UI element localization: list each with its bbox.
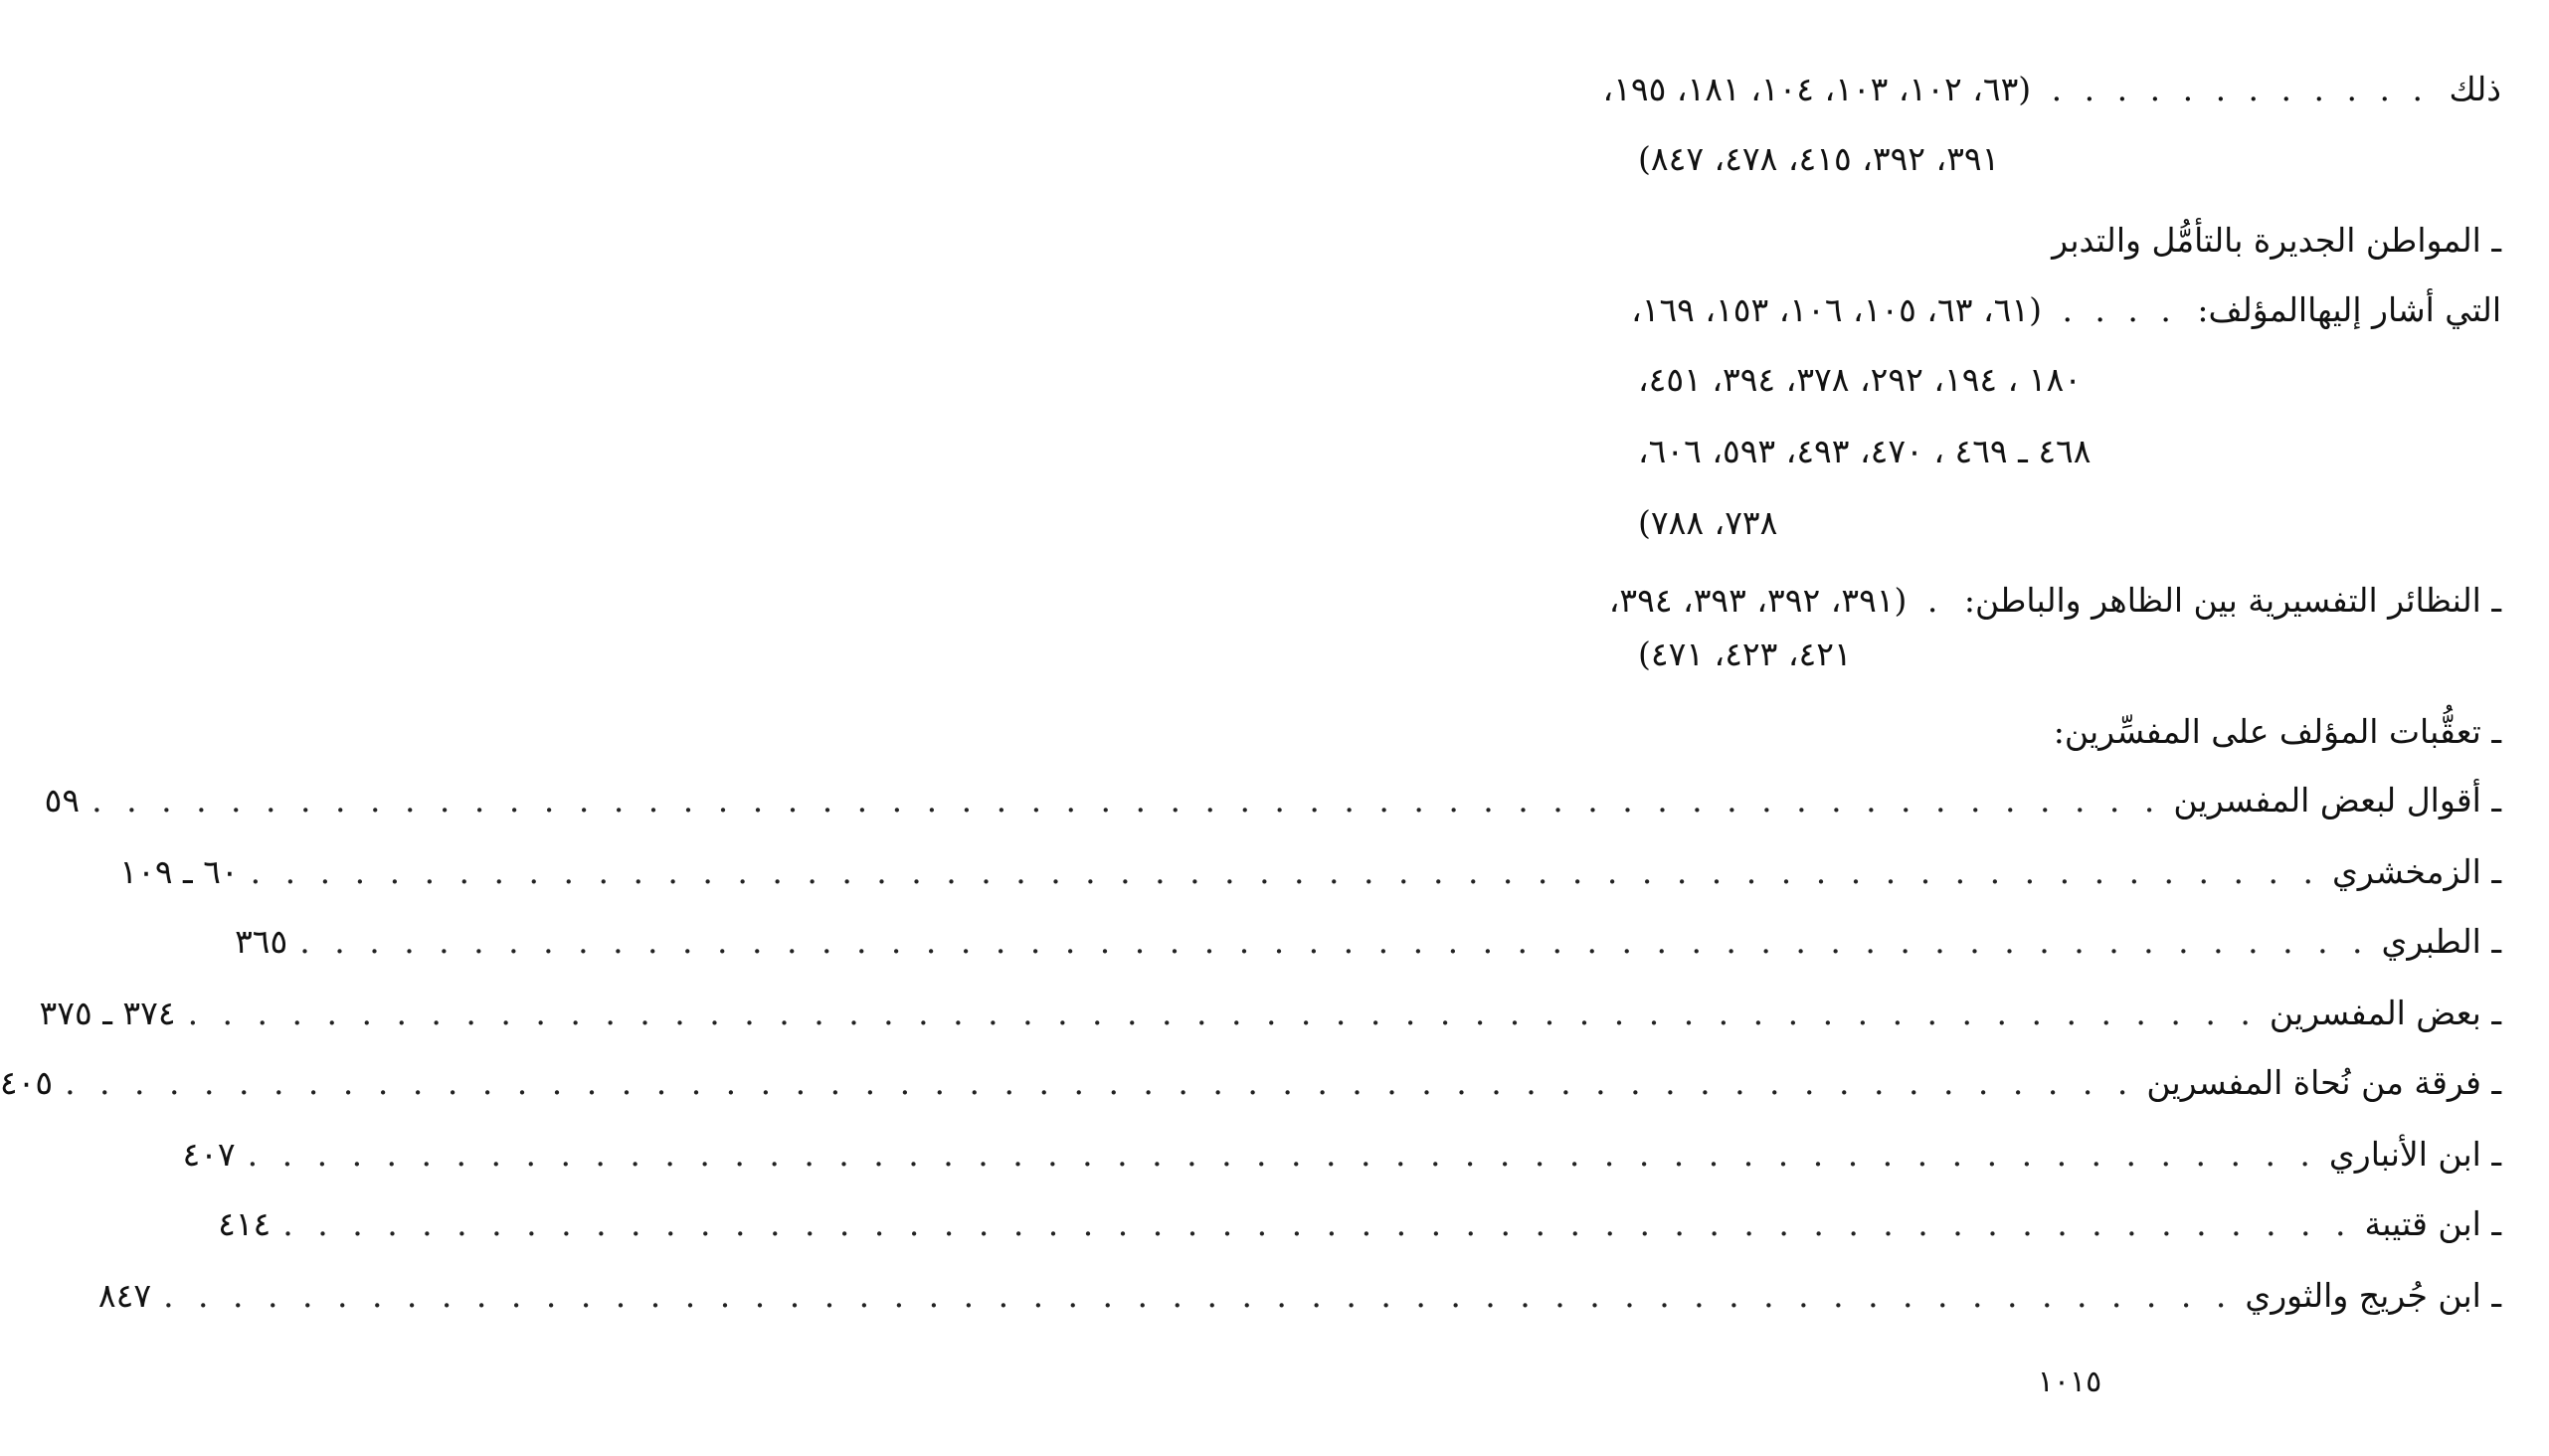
dot-leader: . . . . . . . . . . . . . . . . . . . . . . . . . . . . . . . . . . . . . . . . . . . . . . . . . . . . . . . . . . . .	[250, 851, 2320, 891]
dot-leader: . . . . . . . . . . . . . . . . . . . . . . . . . . . . . . . . . . . . . . . . . . . . . . . . . . . . . . . . . . . .	[163, 1275, 2234, 1315]
list-item	[235, 913, 2501, 969]
section-heading-tadabbur: ـ المواطن الجديرة بالتأمُّل والتدبر	[2052, 221, 2501, 260]
entry-label: ـ النظائر التفسيرية بين الظاهر والباطن:	[1963, 581, 2501, 620]
entry-label: ـ بعض المفسرين	[2269, 993, 2501, 1032]
page-refs-continuation: ٤٦٨ ـ ٤٦٩ ، ٤٧٠، ٤٩٣، ٥٩٣، ٦٠٦،	[1638, 432, 2092, 470]
entry-page: ٤٠٧	[182, 1134, 236, 1174]
entry-page: ٥٩	[44, 780, 81, 819]
entry-page: ٤١٤	[218, 1203, 272, 1243]
dot-leader: .	[1926, 581, 1944, 620]
entry-label: ـ ابن الأنباري	[2328, 1134, 2501, 1174]
list-item	[182, 1126, 2501, 1182]
page-refs-continuation: ٣٩١، ٣٩٢، ٤١٥، ٤٧٨، ٨٤٧)	[1638, 139, 2000, 178]
entry-page: ٣٦٥	[235, 921, 288, 961]
page-refs: (٦١، ٦٣، ١٠٥، ١٠٦، ١٥٣، ١٦٩،	[1631, 290, 2042, 329]
dot-leader: . . . . . . . . . . . . . . . . . . . . . . . . . . . . . . . . . . . . . . . . . . . . . . . . . . . . . . . . . . . .	[282, 1203, 2353, 1243]
dot-leader: . . . . . . . . . . . . . . . . . . . . . . . . . . . . . . . . . . . . . . . . . . . . . . . . . . . . . . . . . . . .	[247, 1134, 2317, 1174]
entry-page: ٨٤٧	[97, 1275, 152, 1315]
entry-page: ٦٠ ـ ١٠٩	[119, 851, 239, 891]
entry-page: ٣٧٤ ـ ٣٧٥	[39, 993, 176, 1032]
dot-leader: . . . .	[2062, 290, 2177, 329]
dot-leader: . . . . . . . . . . . .	[2051, 70, 2429, 108]
page-refs: (٦٣، ١٠٢، ١٠٣، ١٠٤، ١٨١، ١٩٥،	[1602, 70, 2032, 108]
entry-label: ـ أقوال لبعض المفسرين	[2173, 780, 2501, 819]
section-heading-taaqqubat: ـ تعقُّبات المؤلف على المفسِّرين:	[2053, 712, 2501, 751]
page-refs: (٣٩١، ٣٩٢، ٣٩٣، ٣٩٤،	[1608, 581, 1908, 620]
dot-leader: . . . . . . . . . . . . . . . . . . . . . . . . . . . . . . . . . . . . . . . . . . . . . . . . . . . . . . . . . . . .	[187, 993, 2258, 1032]
dot-leader: . . . . . . . . . . . . . . . . . . . . . . . . . . . . . . . . . . . . . . . . . . . . . . . . . . . . . . . . . . . .	[65, 1062, 2135, 1102]
page-number: ١٠١٥	[2037, 1365, 2102, 1399]
list-item	[44, 772, 2501, 827]
index-line-ashara	[1631, 282, 2501, 338]
entry-label: ـ الطبري	[2381, 921, 2501, 961]
page-refs-continuation: ٤٢١، ٤٢٣، ٤٧١)	[1638, 635, 1852, 673]
dot-leader: . . . . . . . . . . . . . . . . . . . . . . . . . . . . . . . . . . . . . . . . . . . . . . . . . . . . . . . . . . . .	[91, 780, 2162, 819]
list-item	[39, 985, 2501, 1040]
entry-label: ـ الزمخشري	[2331, 851, 2501, 891]
index-line-nazair	[1608, 573, 2501, 629]
entry-label: التي أشار إليهاالمؤلف:	[2197, 290, 2501, 329]
index-line-dhalik	[1602, 62, 2501, 117]
entry-label: ـ ابن جُريج والثوري	[2245, 1275, 2501, 1315]
entry-label: ذلك	[2449, 70, 2501, 108]
list-item	[119, 843, 2501, 899]
entry-page: ٤٠٥	[0, 1062, 54, 1102]
page-refs-continuation: ١٨٠ ، ١٩٤، ٢٩٢، ٣٧٨، ٣٩٤، ٤٥١،	[1638, 360, 2082, 399]
list-item	[97, 1267, 2501, 1323]
entry-label: ـ ابن قتيبة	[2364, 1203, 2501, 1243]
entry-label: ـ فرقة من نُحاة المفسرين	[2146, 1062, 2501, 1102]
list-item	[0, 1054, 2501, 1110]
dot-leader: . . . . . . . . . . . . . . . . . . . . . . . . . . . . . . . . . . . . . . . . . . . . . . . . . . . . . . . . . . . .	[299, 921, 2370, 961]
page-refs-continuation: ٧٣٨، ٧٨٨)	[1638, 503, 1778, 542]
list-item	[218, 1195, 2501, 1251]
